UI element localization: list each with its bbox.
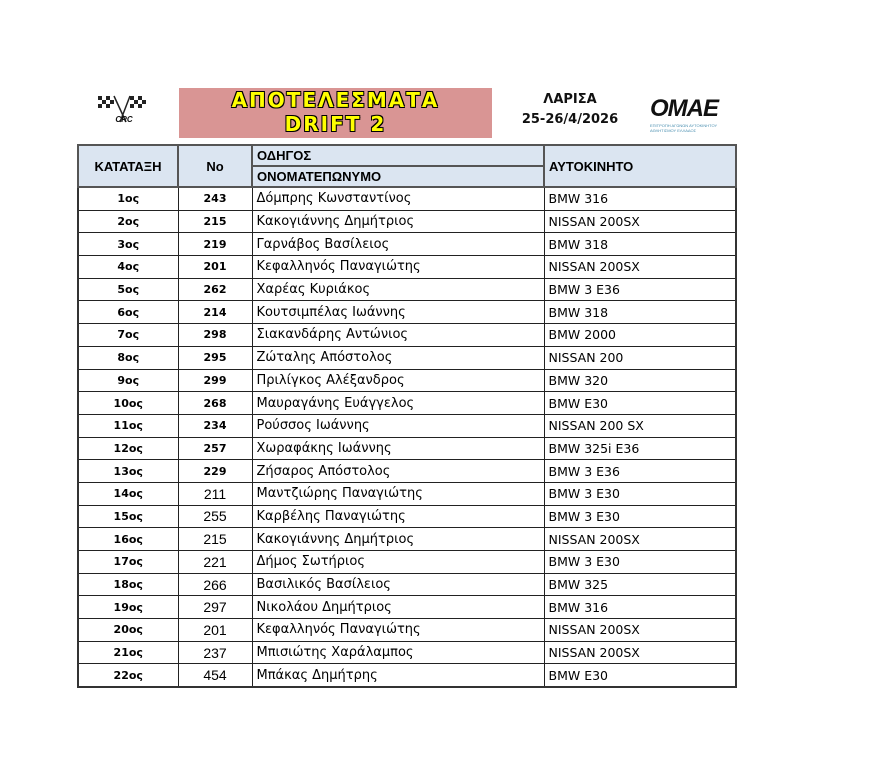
omae-logo: OMAE ΕΠΙΤΡΟΠΗ ΑΓΩΝΩΝ ΑΥΤΟΚΙΝΗΤΟΥ ΑΘΛΗΤΙΣΜΟΥ ΕΛΛΑΔΟΣ — [650, 95, 718, 133]
number-cell: 262 — [178, 278, 252, 301]
car-cell: NISSAN 200SX — [544, 641, 736, 664]
header-car: ΑΥΤΟΚΙΝΗΤΟ — [544, 145, 736, 187]
name-cell: Μαυραγάνης Ευάγγελος — [252, 392, 544, 415]
table-row — [78, 596, 736, 619]
table-row — [78, 641, 736, 664]
number-cell: 234 — [178, 414, 252, 437]
name-cell: Κεφαλληνός Παναγιώτης — [252, 256, 544, 279]
car-cell: BMW 3 E36 — [544, 278, 736, 301]
table-row — [78, 482, 736, 505]
rank-cell: 17ος — [78, 551, 178, 574]
number-cell: 243 — [178, 187, 252, 210]
name-cell: Κακογιάννης Δημήτριος — [252, 528, 544, 551]
car-cell: BMW 3 E36 — [544, 460, 736, 483]
number-cell: 299 — [178, 369, 252, 392]
car-cell: NISSAN 200SX — [544, 619, 736, 642]
rank-cell: 22ος — [78, 664, 178, 687]
car-cell: BMW E30 — [544, 664, 736, 687]
rank-cell: 14ος — [78, 482, 178, 505]
table-row — [78, 187, 736, 210]
rank-cell: 15ος — [78, 505, 178, 528]
rank-cell: 10ος — [78, 392, 178, 415]
rank-cell: 20ος — [78, 619, 178, 642]
name-cell: Κουτσιμπέλας Ιωάννης — [252, 301, 544, 324]
car-cell: BMW 2000 — [544, 324, 736, 347]
event-info — [510, 90, 630, 130]
car-cell: NISSAN 200 SX — [544, 414, 736, 437]
car-cell: BMW 325i E36 — [544, 437, 736, 460]
name-cell: Ρούσσος Ιωάννης — [252, 414, 544, 437]
table-row — [78, 551, 736, 574]
rank-cell: 13ος — [78, 460, 178, 483]
header-rank: ΚΑΤΑΤΑΞΗ — [78, 145, 178, 187]
number-cell: 219 — [178, 233, 252, 256]
rank-cell: 1ος — [78, 187, 178, 210]
number-cell: 266 — [178, 573, 252, 596]
car-cell: BMW E30 — [544, 392, 736, 415]
car-cell: BMW 3 E30 — [544, 482, 736, 505]
table-row — [78, 528, 736, 551]
rank-cell: 5ος — [78, 278, 178, 301]
number-cell: 221 — [178, 551, 252, 574]
rank-cell: 3ος — [78, 233, 178, 256]
number-cell: 215 — [178, 210, 252, 233]
rank-cell: 11ος — [78, 414, 178, 437]
car-cell: BMW 318 — [544, 233, 736, 256]
table-row — [78, 210, 736, 233]
name-cell: Σιακανδάρης Αντώνιος — [252, 324, 544, 347]
rank-cell: 18ος — [78, 573, 178, 596]
rank-cell: 7ος — [78, 324, 178, 347]
number-cell: 229 — [178, 460, 252, 483]
header-driver: ΟΔΗΓΟΣ — [252, 145, 544, 166]
number-cell: 215 — [178, 528, 252, 551]
name-cell: Χαρέας Κυριάκος — [252, 278, 544, 301]
name-cell: Μπάκας Δημήτρης — [252, 664, 544, 687]
number-cell: 237 — [178, 641, 252, 664]
table-row — [78, 619, 736, 642]
car-cell: BMW 320 — [544, 369, 736, 392]
table-row — [78, 392, 736, 415]
name-cell: Μπισιώτης Χαράλαμπος — [252, 641, 544, 664]
number-cell: 211 — [178, 482, 252, 505]
header-no: No — [178, 145, 252, 187]
table-row — [78, 664, 736, 687]
rank-cell: 4ος — [78, 256, 178, 279]
number-cell: 201 — [178, 256, 252, 279]
table-row — [78, 233, 736, 256]
table-row — [78, 346, 736, 369]
table-row — [78, 573, 736, 596]
rank-cell: 21ος — [78, 641, 178, 664]
name-cell: Βασιλικός Βασίλειος — [252, 573, 544, 596]
name-cell: Κακογιάννης Δημήτριος — [252, 210, 544, 233]
results-table — [77, 144, 737, 688]
name-cell: Μαντζιώρης Παναγιώτης — [252, 482, 544, 505]
title-line-1: ΑΠΟΤΕΛΕΣΜΑΤΑ — [231, 88, 440, 112]
table-row — [78, 278, 736, 301]
header-fullname: ΟΝΟΜΑΤΕΠΩΝΥΜΟ — [252, 166, 544, 187]
event-place: ΛΑΡΙΣΑ — [543, 92, 597, 107]
table-row — [78, 505, 736, 528]
number-cell: 297 — [178, 596, 252, 619]
car-cell: BMW 316 — [544, 596, 736, 619]
table-row — [78, 369, 736, 392]
name-cell: Ζώταλης Απόστολος — [252, 346, 544, 369]
rank-cell: 8ος — [78, 346, 178, 369]
car-cell: BMW 318 — [544, 301, 736, 324]
name-cell: Δόμπρης Κωνσταντίνος — [252, 187, 544, 210]
rank-cell: 12ος — [78, 437, 178, 460]
car-cell: NISSAN 200SX — [544, 210, 736, 233]
number-cell: 257 — [178, 437, 252, 460]
rank-cell: 16ος — [78, 528, 178, 551]
name-cell: Γαρνάβος Βασίλειος — [252, 233, 544, 256]
event-date: 25-26/4/2026 — [521, 112, 619, 127]
name-cell: Χωραφάκης Ιωάννης — [252, 437, 544, 460]
car-cell: BMW 316 — [544, 187, 736, 210]
car-cell: BMW 325 — [544, 573, 736, 596]
car-cell: NISSAN 200 — [544, 346, 736, 369]
table-row — [78, 256, 736, 279]
table-row — [78, 301, 736, 324]
name-cell: Πριλίγκος Αλέξανδρος — [252, 369, 544, 392]
name-cell: Ζήσαρος Απόστολος — [252, 460, 544, 483]
rank-cell: 19ος — [78, 596, 178, 619]
name-cell: Κεφαλληνός Παναγιώτης — [252, 619, 544, 642]
car-cell: NISSAN 200SX — [544, 528, 736, 551]
results-title-box — [179, 88, 492, 138]
table-row — [78, 414, 736, 437]
name-cell: Καρβέλης Παναγιώτης — [252, 505, 544, 528]
number-cell: 295 — [178, 346, 252, 369]
number-cell: 201 — [178, 619, 252, 642]
name-cell: Δήμος Σωτήριος — [252, 551, 544, 574]
car-cell: NISSAN 200SX — [544, 256, 736, 279]
number-cell: 214 — [178, 301, 252, 324]
svg-text:CRC: CRC — [115, 115, 133, 124]
car-cell: BMW 3 E30 — [544, 505, 736, 528]
table-row — [78, 324, 736, 347]
title-line-2: DRIFT 2 — [284, 112, 387, 136]
number-cell: 454 — [178, 664, 252, 687]
car-cell: BMW 3 E30 — [544, 551, 736, 574]
table-row — [78, 437, 736, 460]
rank-cell: 6ος — [78, 301, 178, 324]
number-cell: 255 — [178, 505, 252, 528]
table-row — [78, 460, 736, 483]
rank-cell: 2ος — [78, 210, 178, 233]
rank-cell: 9ος — [78, 369, 178, 392]
name-cell: Νικολάου Δημήτριος — [252, 596, 544, 619]
number-cell: 298 — [178, 324, 252, 347]
crc-logo — [92, 92, 156, 126]
number-cell: 268 — [178, 392, 252, 415]
